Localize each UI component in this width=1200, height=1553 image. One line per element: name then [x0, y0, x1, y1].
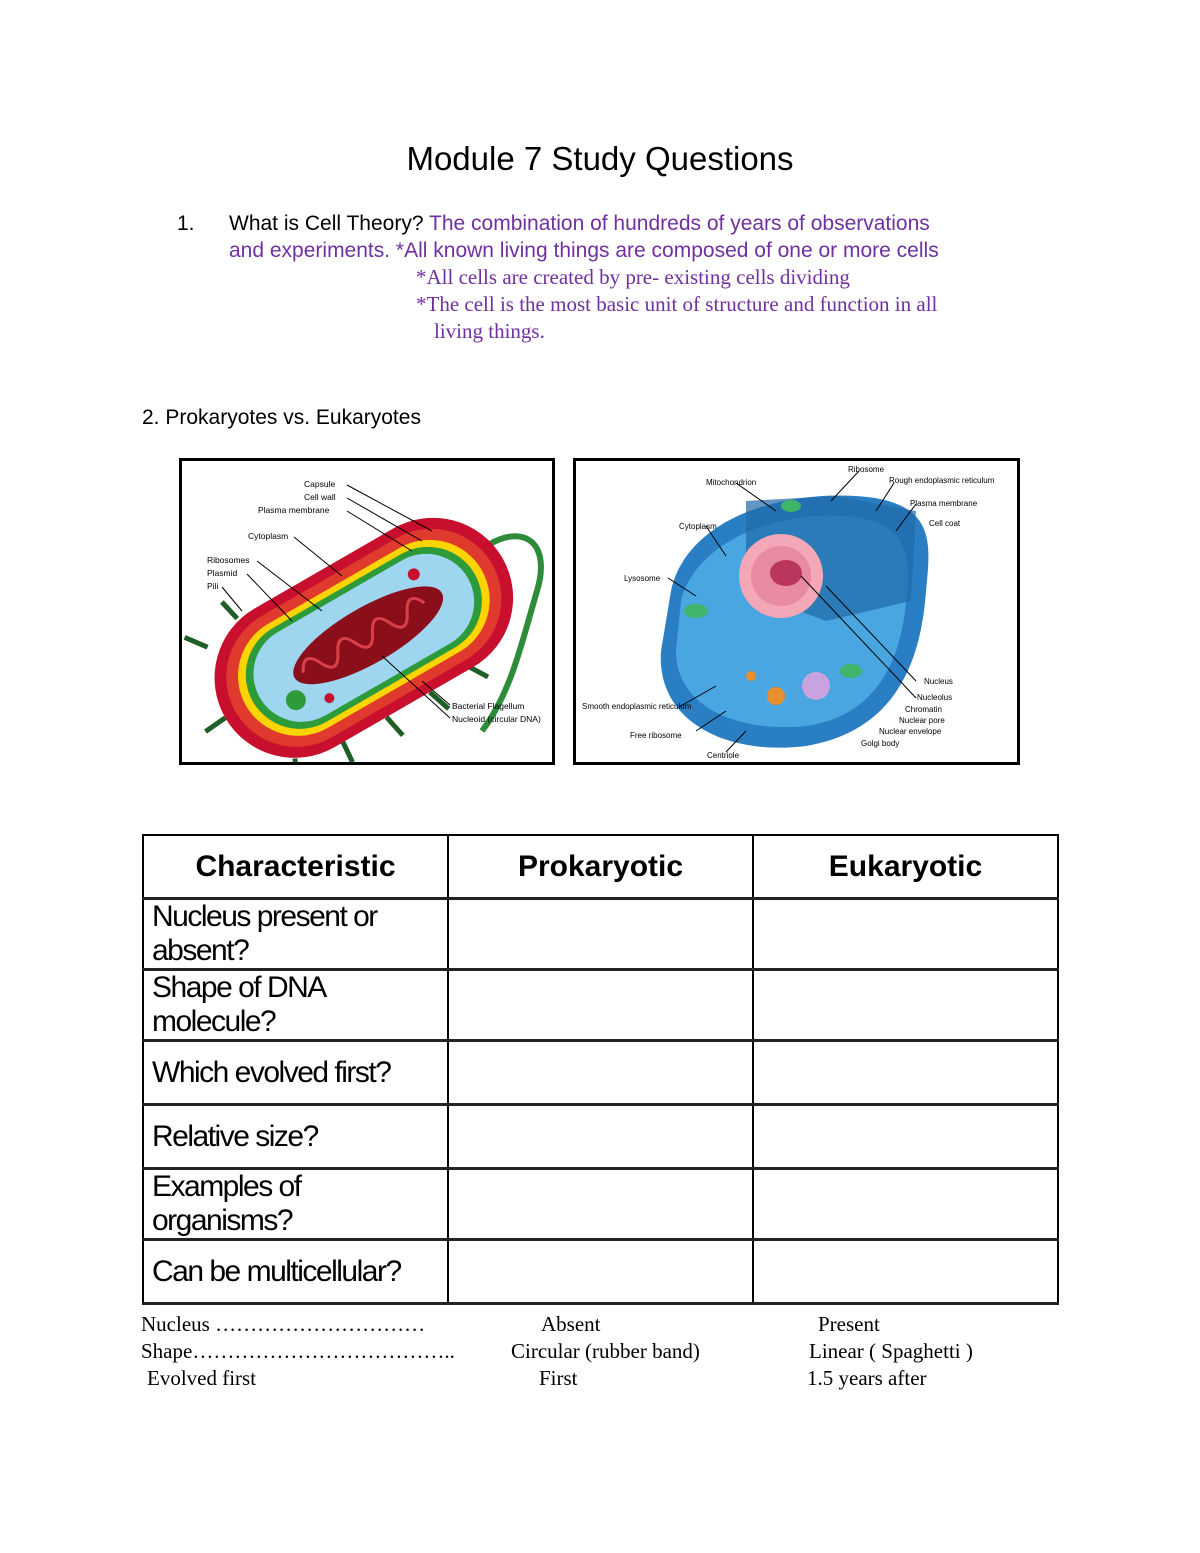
label-capsule: Capsule	[304, 479, 336, 489]
question-number: 1.	[177, 212, 195, 235]
header-characteristic: Characteristic	[143, 835, 448, 899]
answer-line-2: and experiments. *All known living things are composed of one or more cells	[229, 239, 939, 262]
table-row	[143, 1240, 1058, 1304]
answer-point-2: *All cells are created by pre- existing cells dividing	[416, 265, 850, 289]
answer-label-evolved: Evolved first	[147, 1366, 257, 1390]
label-nucleoid: Nucleoid (circular DNA)	[452, 714, 541, 724]
prokaryotic-cell[interactable]	[448, 899, 753, 970]
header-prokaryotic: Prokaryotic	[448, 835, 753, 899]
label-mitochondrion: Mitochondrion	[706, 478, 757, 487]
label-nuclear-pore: Nuclear pore	[899, 716, 945, 725]
eukaryotic-cell[interactable]	[753, 970, 1058, 1041]
comparison-table	[142, 834, 1059, 1305]
page-title: Module 7 Study Questions	[406, 140, 794, 177]
label-plasma-membrane-euk: Plasma membrane	[910, 499, 978, 508]
label-centriole: Centriole	[707, 751, 740, 760]
answer-line-1: The combination of hundreds of years of observations	[429, 212, 930, 235]
label-pili: Pili	[207, 581, 219, 591]
prokaryotic-cell[interactable]	[448, 1105, 753, 1169]
prokaryote-diagram	[182, 461, 552, 762]
row-label: Which evolved first?	[143, 1041, 448, 1105]
label-cytoplasm-euk: Cytoplasm	[679, 522, 717, 531]
eukaryotic-cell[interactable]	[753, 1169, 1058, 1240]
label-nuclear-envelope: Nuclear envelope	[879, 727, 942, 736]
label-cytoplasm: Cytoplasm	[248, 531, 289, 541]
row-label: Relative size?	[143, 1105, 448, 1169]
nucleolus-shape	[770, 560, 802, 586]
header-eukaryotic: Eukaryotic	[753, 835, 1058, 899]
table-row	[143, 899, 1058, 970]
label-nucleus: Nucleus	[924, 677, 953, 686]
answer-prok-evolved: First	[539, 1366, 578, 1390]
eukaryote-figure	[573, 458, 1020, 765]
label-ribosomes: Ribosomes	[207, 555, 250, 565]
eukaryotic-cell[interactable]	[753, 1105, 1058, 1169]
row-label: Nucleus present or absent?	[143, 899, 448, 970]
label-plasma-membrane: Plasma membrane	[258, 505, 330, 515]
label-golgi-body: Golgi body	[861, 739, 900, 748]
answer-point-3a: *The cell is the most basic unit of structure and function in all	[416, 292, 938, 316]
answer-prok-shape: Circular (rubber band)	[511, 1339, 700, 1363]
eukaryotic-cell[interactable]	[753, 1240, 1058, 1304]
answer-euk-nucleus: Present	[818, 1312, 880, 1336]
label-lysosome: Lysosome	[624, 574, 661, 583]
row-label: Examples of organisms?	[143, 1169, 448, 1240]
table-row	[143, 1041, 1058, 1105]
prokaryotic-cell[interactable]	[448, 970, 753, 1041]
answer-label-nucleus: Nucleus …………………………	[141, 1312, 426, 1336]
prokaryote-figure	[179, 458, 555, 765]
question-1	[229, 210, 1089, 237]
label-plasmid: Plasmid	[207, 568, 238, 578]
prokaryotic-cell[interactable]	[448, 1041, 753, 1105]
eukaryote-diagram	[576, 461, 1017, 762]
label-ribosome: Ribosome	[848, 465, 885, 474]
prokaryotic-cell[interactable]	[448, 1169, 753, 1240]
table-row	[143, 1169, 1058, 1240]
label-cell-wall: Cell wall	[304, 492, 336, 502]
question-2-heading: 2. Prokaryotes vs. Eukaryotes	[142, 406, 421, 429]
label-free-ribosome: Free ribosome	[630, 731, 682, 740]
answer-euk-shape: Linear ( Spaghetti )	[809, 1339, 973, 1363]
answer-euk-evolved: 1.5 years after	[807, 1366, 927, 1390]
prokaryotic-cell[interactable]	[448, 1240, 753, 1304]
label-flagellum: Bacterial Flagellum	[452, 701, 525, 711]
question-text: What is Cell Theory?	[229, 212, 424, 235]
table-header-row	[143, 835, 1058, 899]
label-nucleolus: Nucleolus	[917, 693, 953, 702]
row-label: Shape of DNA molecule?	[143, 970, 448, 1041]
answer-prok-nucleus: Absent	[541, 1312, 601, 1336]
eukaryotic-cell[interactable]	[753, 899, 1058, 970]
table-row	[143, 1105, 1058, 1169]
eukaryotic-cell[interactable]	[753, 1041, 1058, 1105]
answer-point-3b: living things.	[434, 319, 545, 343]
table-row	[143, 970, 1058, 1041]
label-smooth-er: Smooth endoplasmic reticulum	[582, 702, 692, 711]
label-cell-coat: Cell coat	[929, 519, 961, 528]
answer-label-shape: Shape………………………………..	[141, 1339, 455, 1363]
label-chromatin: Chromatin	[905, 705, 942, 714]
row-label: Can be multicellular?	[143, 1240, 448, 1304]
label-rough-er: Rough endoplasmic reticulum	[889, 476, 995, 485]
